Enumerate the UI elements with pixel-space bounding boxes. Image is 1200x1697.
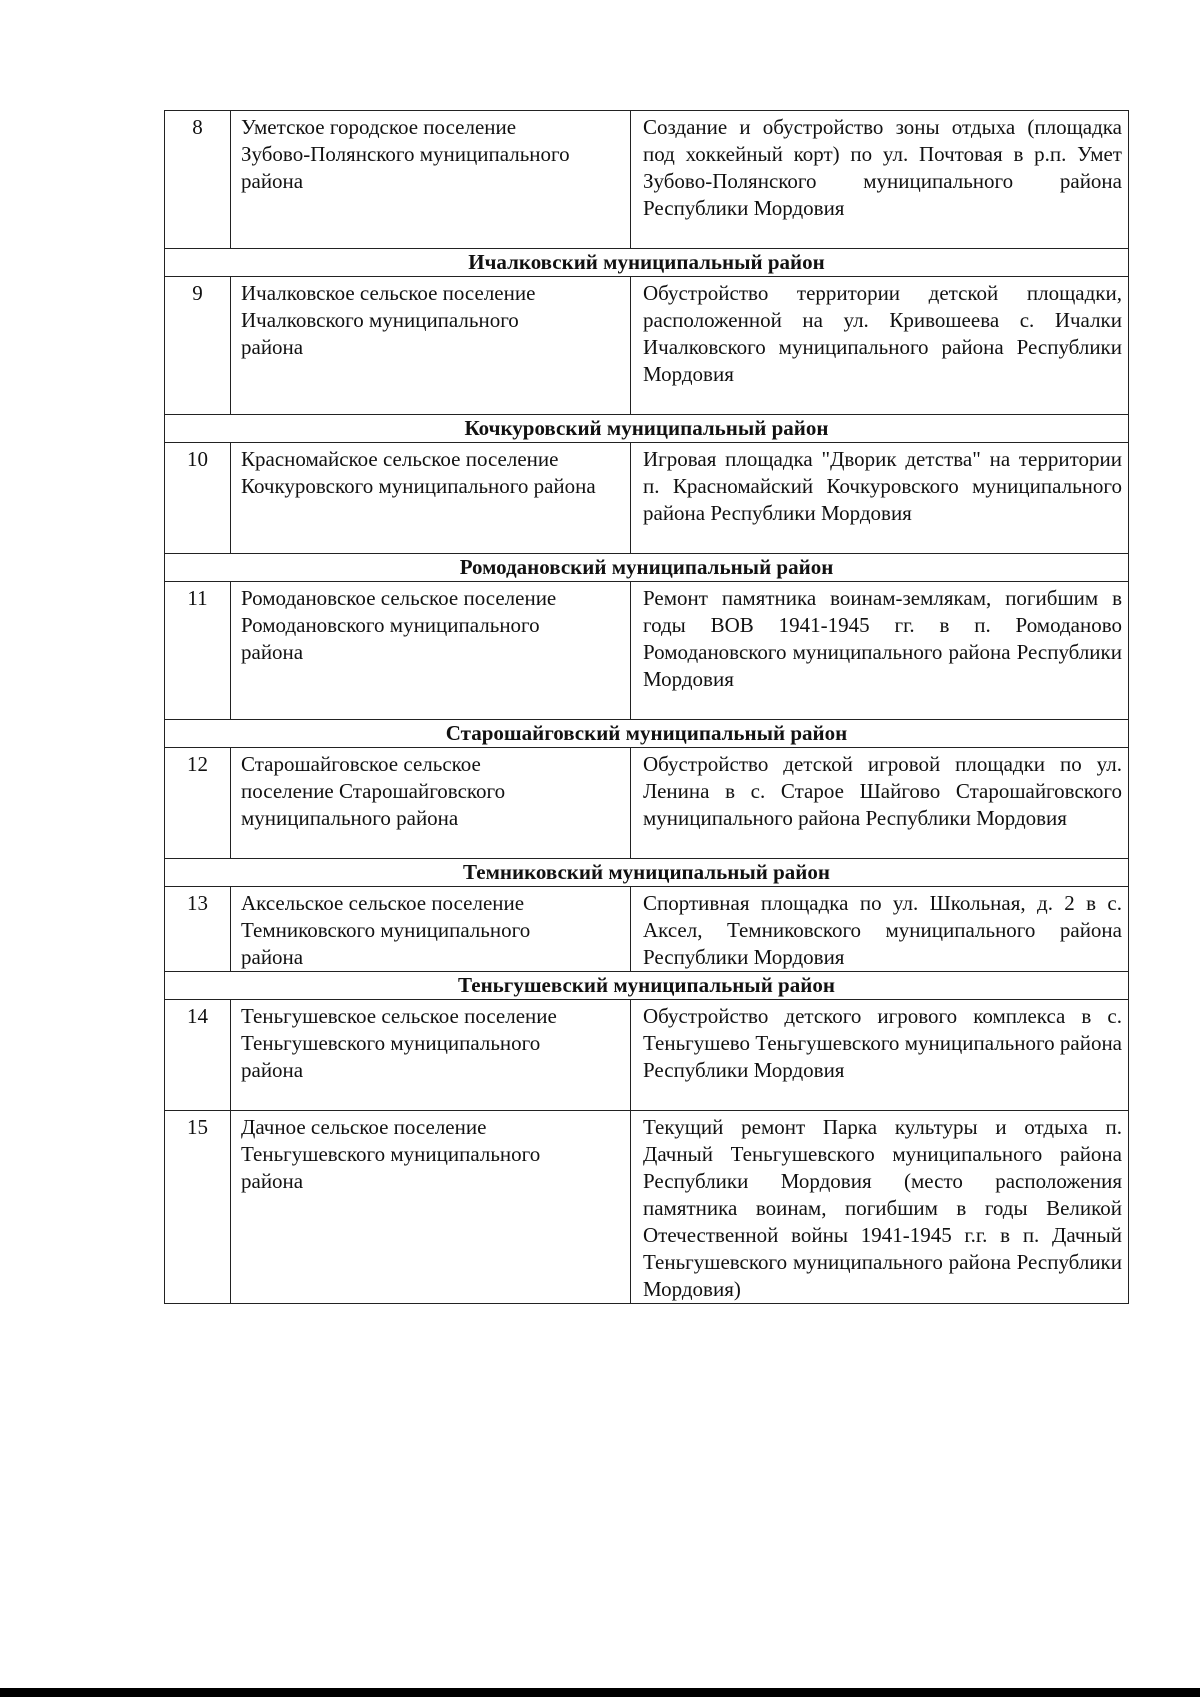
settlement-name: Красномайское сельское поселение Кочкуровского муниципального района [241, 447, 596, 498]
table-row [165, 582, 1129, 720]
table-row [165, 887, 1129, 972]
district-heading: Кочкуровский муниципальный район [165, 415, 1129, 443]
project-description: Игровая площадка "Дворик детства" на территории п. Красномайский Кочкуровского муниципального района Республики Мордовия [631, 443, 1129, 554]
settlement-cell [231, 1111, 631, 1304]
settlement-name: Аксельское сельское поселение Темниковского муниципального района [241, 891, 531, 969]
table-body [165, 111, 1129, 1304]
project-description: Обустройство детской игровой площадки по ул. Ленина в с. Старое Шайгово Старошайговского муниципального района Республики Мордовия [631, 748, 1129, 859]
table-row [165, 1000, 1129, 1111]
settlement-name: Старошайговское сельское поселение Старошайговского муниципального района [241, 752, 506, 830]
settlement-cell [231, 582, 631, 720]
row-number: 8 [165, 111, 231, 249]
settlement-cell [231, 748, 631, 859]
district-row [165, 554, 1129, 582]
district-row [165, 249, 1129, 277]
row-number: 14 [165, 1000, 231, 1111]
district-row [165, 415, 1129, 443]
table-row [165, 277, 1129, 415]
district-row [165, 720, 1129, 748]
project-description: Создание и обустройство зоны отдыха (площадка под хоккейный корт) по ул. Почтовая в р.п. Умет Зубово-Полянского муниципального района Республики Мордовия [631, 111, 1129, 249]
table-row [165, 443, 1129, 554]
project-description: Ремонт памятника воинам-землякам, погибшим в годы ВОВ 1941-1945 гг. в п. Ромоданово Ромодановского муниципального района Республики Мордовия [631, 582, 1129, 720]
scan-border [0, 1688, 1200, 1697]
district-heading: Темниковский муниципальный район [165, 859, 1129, 887]
table-row [165, 748, 1129, 859]
district-row [165, 972, 1129, 1000]
settlement-cell [231, 443, 631, 554]
row-number: 12 [165, 748, 231, 859]
project-description: Текущий ремонт Парка культуры и отдыха п. Дачный Теньгушевского муниципального района Республики Мордовия (место расположения памятника воинам, погибшим в годы Великой Отечественной войны 1941-1945 г.г. в п. Дачный Теньгушевского муниципального района Республики Мордовия) [631, 1111, 1129, 1304]
project-description: Спортивная площадка по ул. Школьная, д. 2 в с. Аксел, Темниковского муниципального района Республики Мордовия [631, 887, 1129, 972]
settlement-name: Ромодановское сельское поселение Ромодановского муниципального района [241, 586, 557, 664]
settlement-name: Ичалковское сельское поселение Ичалковского муниципального района [241, 281, 536, 359]
row-number: 9 [165, 277, 231, 415]
project-description: Обустройство территории детской площадки, расположенной на ул. Кривошеева с. Ичалки Ичалковского муниципального района Республики Мордовия [631, 277, 1129, 415]
settlement-cell [231, 277, 631, 415]
row-number: 10 [165, 443, 231, 554]
table-row [165, 111, 1129, 249]
projects-table [164, 110, 1129, 1304]
table-row [165, 1111, 1129, 1304]
district-heading: Теньгушевский муниципальный район [165, 972, 1129, 1000]
settlement-cell [231, 887, 631, 972]
settlement-name: Дачное сельское поселение Теньгушевского муниципального района [241, 1115, 541, 1193]
settlement-name: Теньгушевское сельское поселение Теньгушевского муниципального района [241, 1004, 557, 1082]
settlement-cell [231, 1000, 631, 1111]
row-number: 13 [165, 887, 231, 972]
district-heading: Ичалковский муниципальный район [165, 249, 1129, 277]
row-number: 15 [165, 1111, 231, 1304]
district-row [165, 859, 1129, 887]
district-heading: Ромодановский муниципальный район [165, 554, 1129, 582]
row-number: 11 [165, 582, 231, 720]
project-description: Обустройство детского игрового комплекса в с. Теньгушево Теньгушевского муниципального района Республики Мордовия [631, 1000, 1129, 1111]
settlement-cell [231, 111, 631, 249]
settlement-name: Уметское городское поселение Зубово-Полянского муниципального района [241, 115, 570, 193]
district-heading: Старошайговский муниципальный район [165, 720, 1129, 748]
